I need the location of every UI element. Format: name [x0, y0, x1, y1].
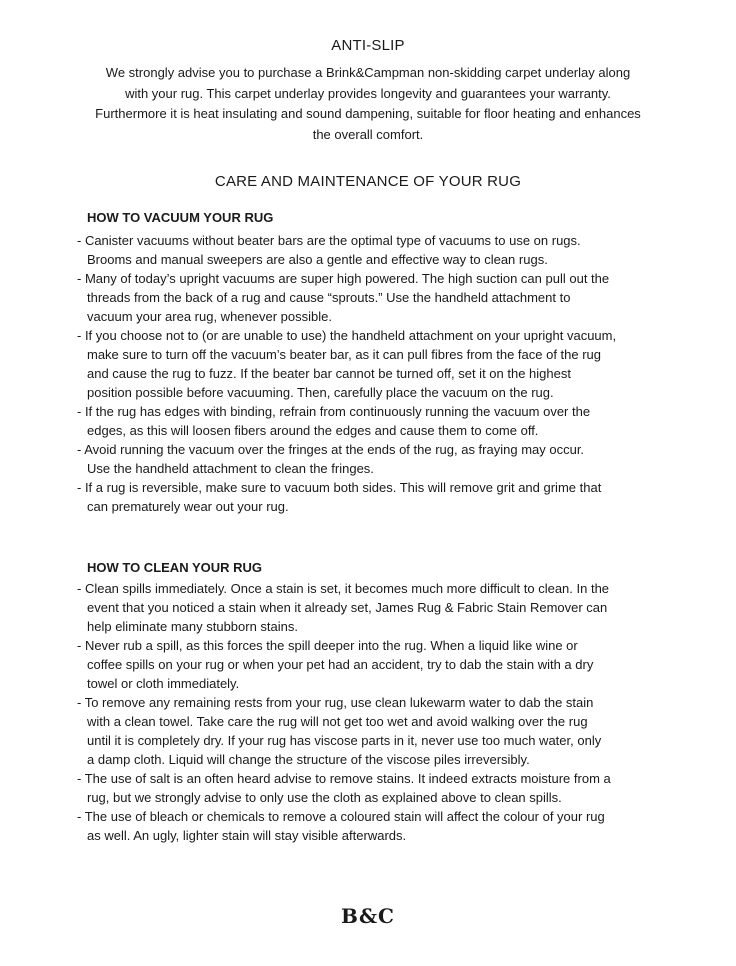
vacuum-line: - If a rug is reversible, make sure to vacuum both sides. This will remove grit and grime that: [77, 480, 602, 495]
vacuum-line: Use the handheld attachment to clean the fringes.: [87, 461, 374, 476]
paragraph-line: the overall comfort.: [312, 126, 424, 142]
clean-line: - The use of salt is an often heard advise to remove stains. It indeed extracts moisture from a: [77, 771, 611, 786]
clean-line: - Never rub a spill, as this forces the spill deeper into the rug. When a liquid like wine or: [77, 638, 578, 653]
vacuum-line: threads from the back of a rug and cause “sprouts.” Use the handheld attachment to: [87, 290, 571, 305]
clean-line: - To remove any remaining rests from your rug, use clean lukewarm water to dab the stain: [77, 695, 594, 710]
anti-slip-paragraph: [60, 63, 676, 145]
vacuum-line: edges, as this will loosen fibers around the edges and cause them to come off.: [87, 423, 539, 438]
paragraph-line: with your rug. This carpet underlay provides longevity and guarantees your warranty.: [125, 85, 611, 101]
clean-heading: HOW TO CLEAN YOUR RUG: [87, 560, 263, 575]
paragraph-line: We strongly advise you to purchase a Brink&Campman non-skidding carpet underlay along: [105, 65, 631, 80]
clean-line: a damp cloth. Liquid will change the structure of the viscose piles irreversibly.: [87, 752, 530, 767]
vacuum-line: can prematurely wear out your rug.: [87, 499, 289, 514]
clean-line: until it is completely dry. If your rug has viscose parts in it, never use too much water, only: [87, 733, 602, 748]
clean-line: - The use of bleach or chemicals to remove a coloured stain will affect the colour of your rug: [77, 809, 605, 824]
vacuum-heading: HOW TO VACUUM YOUR RUG: [87, 210, 274, 225]
vacuum-line: - Avoid running the vacuum over the fringes at the ends of the rug, as fraying may occur.: [77, 442, 585, 457]
vacuum-line: - Many of today’s upright vacuums are super high powered. The high suction can pull out the: [77, 271, 610, 286]
anti-slip-title: ANTI-SLIP: [331, 37, 405, 54]
clean-line: rug, but we strongly advise to only use the cloth as explained above to clean spills.: [87, 790, 562, 805]
clean-line: event that you noticed a stain when it already set, James Rug & Fabric Stain Remover can: [87, 600, 608, 615]
clean-line: help eliminate many stubborn stains.: [87, 619, 299, 634]
vacuum-line: Brooms and manual sweepers are also a gentle and effective way to clean rugs.: [87, 252, 548, 267]
clean-line: towel or cloth immediately.: [87, 676, 240, 691]
clean-line: - Clean spills immediately. Once a stain is set, it becomes much more difficult to clean. In the: [77, 581, 610, 596]
clean-line: coffee spills on your rug or when your pet had an accident, try to dab the stain with a dry: [87, 657, 594, 672]
vacuum-line: - If you choose not to (or are unable to use) the handheld attachment on your upright vacuum,: [77, 328, 617, 343]
vacuum-line: and cause the rug to fuzz. If the beater bar cannot be turned off, set it on the highest: [87, 366, 571, 381]
vacuum-line: - Canister vacuums without beater bars are the optimal type of vacuums to use on rugs.: [77, 233, 581, 248]
clean-line: as well. An ugly, lighter stain will stay visible afterwards.: [87, 828, 407, 843]
brand-logo: B&C: [341, 904, 395, 928]
vacuum-line: vacuum your area rug, whenever possible.: [87, 309, 332, 324]
paragraph-line: Furthermore it is heat insulating and sound dampening, suitable for floor heating and enhances: [95, 106, 641, 121]
vacuum-line: - If the rug has edges with binding, refrain from continuously running the vacuum over the: [77, 404, 591, 419]
vacuum-line: make sure to turn off the vacuum’s beater bar, as it can pull fibres from the face of the rug: [87, 347, 602, 362]
care-section-title: CARE AND MAINTENANCE OF YOUR RUG: [214, 173, 522, 190]
clean-line: with a clean towel. Take care the rug will not get too wet and avoid walking over the rug: [87, 714, 588, 729]
vacuum-line: position possible before vacuuming. Then, carefully place the vacuum on the rug.: [87, 385, 554, 400]
